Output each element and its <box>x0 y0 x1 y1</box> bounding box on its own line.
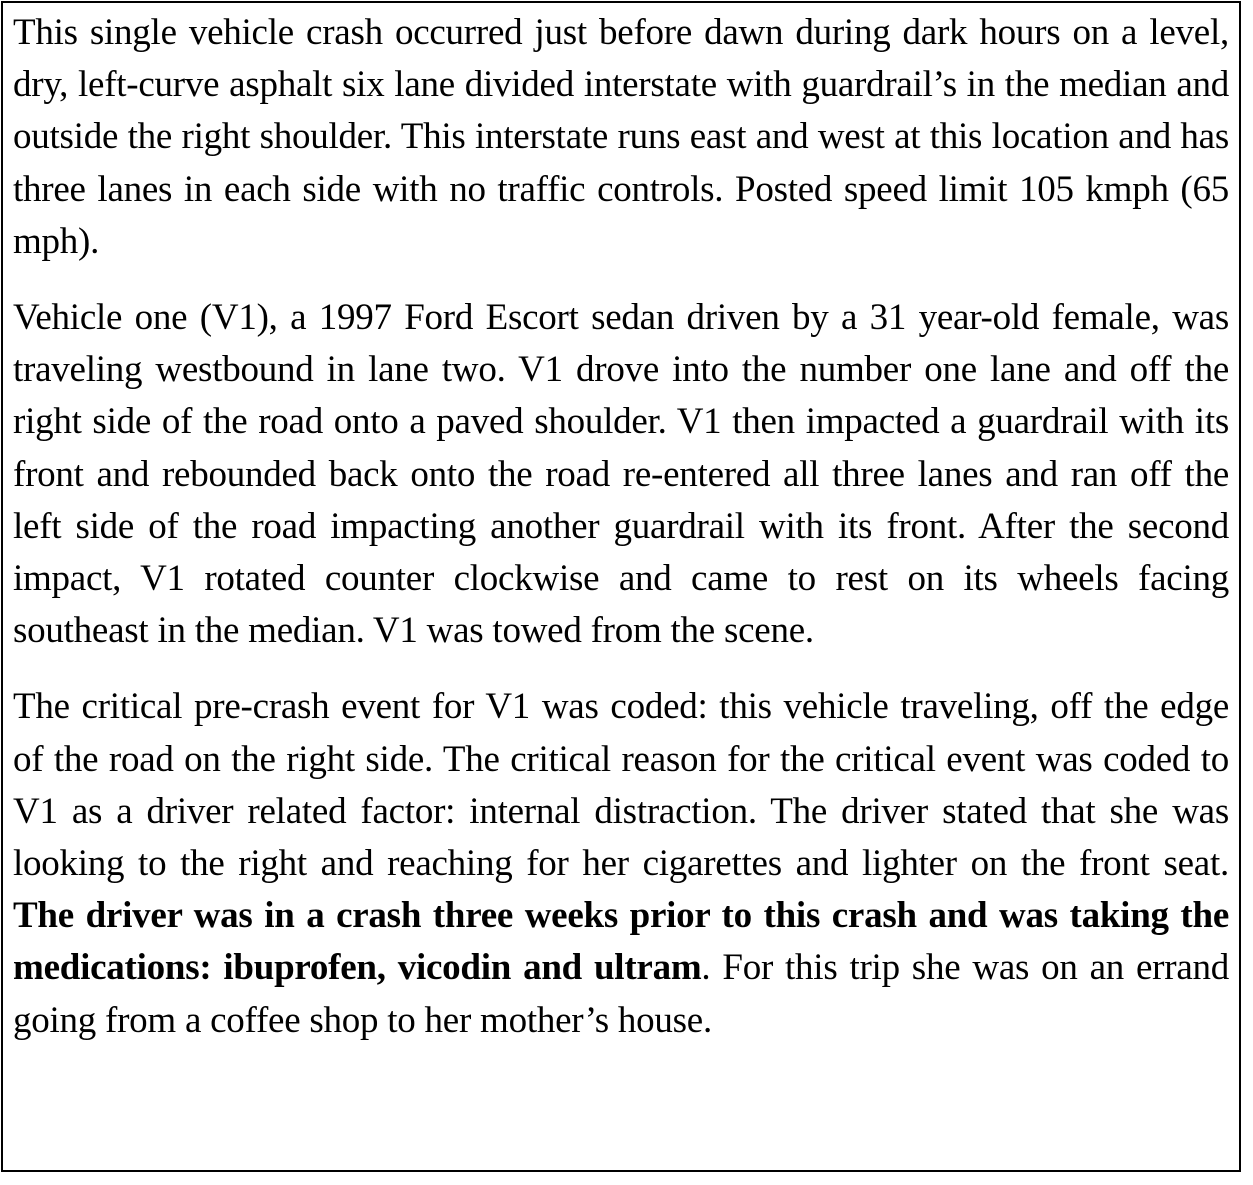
critical-event-text: The critical pre-crash event for V1 was coded: this vehicle traveling, off the edge of the road on the right side. The critical reason for the critical event was coded to V1 as a driver related factor: internal distraction. The driver stated that she was looking to the right and reaching for her cigarettes and lighter on the front seat. <box>13 686 1229 885</box>
paragraph-critical-event <box>13 681 1229 1046</box>
paragraph-scene-description: This single vehicle crash occurred just before dawn during dark hours on a level, dry, left-curve asphalt six lane divided interstate with guardrail’s in the median and outside the right shoulder. This interstate runs east and west at this location and has three lanes in each side with no traffic controls. Posted speed limit 105 kmph (65 mph). <box>13 12 1229 262</box>
trip-purpose-text: . For this trip she was on an errand going from a coffee shop to her mother’s house. <box>13 947 1230 1041</box>
medication-emphasis-text: The driver was in a crash three weeks prior to this crash and was taking the medications: ibuprofen, vicodin and ultram <box>13 895 1229 989</box>
paragraph-vehicle-movement: Vehicle one (V1), a 1997 Ford Escort sedan driven by a 31 year-old female, was traveling westbound in lane two. V1 drove into the number one lane and off the right side of the road onto a paved shoulder. V1 then impacted a guardrail with its front and rebounded back onto the road re-entered all three lanes and ran off the left side of the road impacting another guardrail with its front. After the second impact, V1 rotated counter clockwise and came to rest on its wheels facing southeast in the median. V1 was towed from the scene. <box>13 297 1229 652</box>
narrative-box <box>1 1 1241 1172</box>
